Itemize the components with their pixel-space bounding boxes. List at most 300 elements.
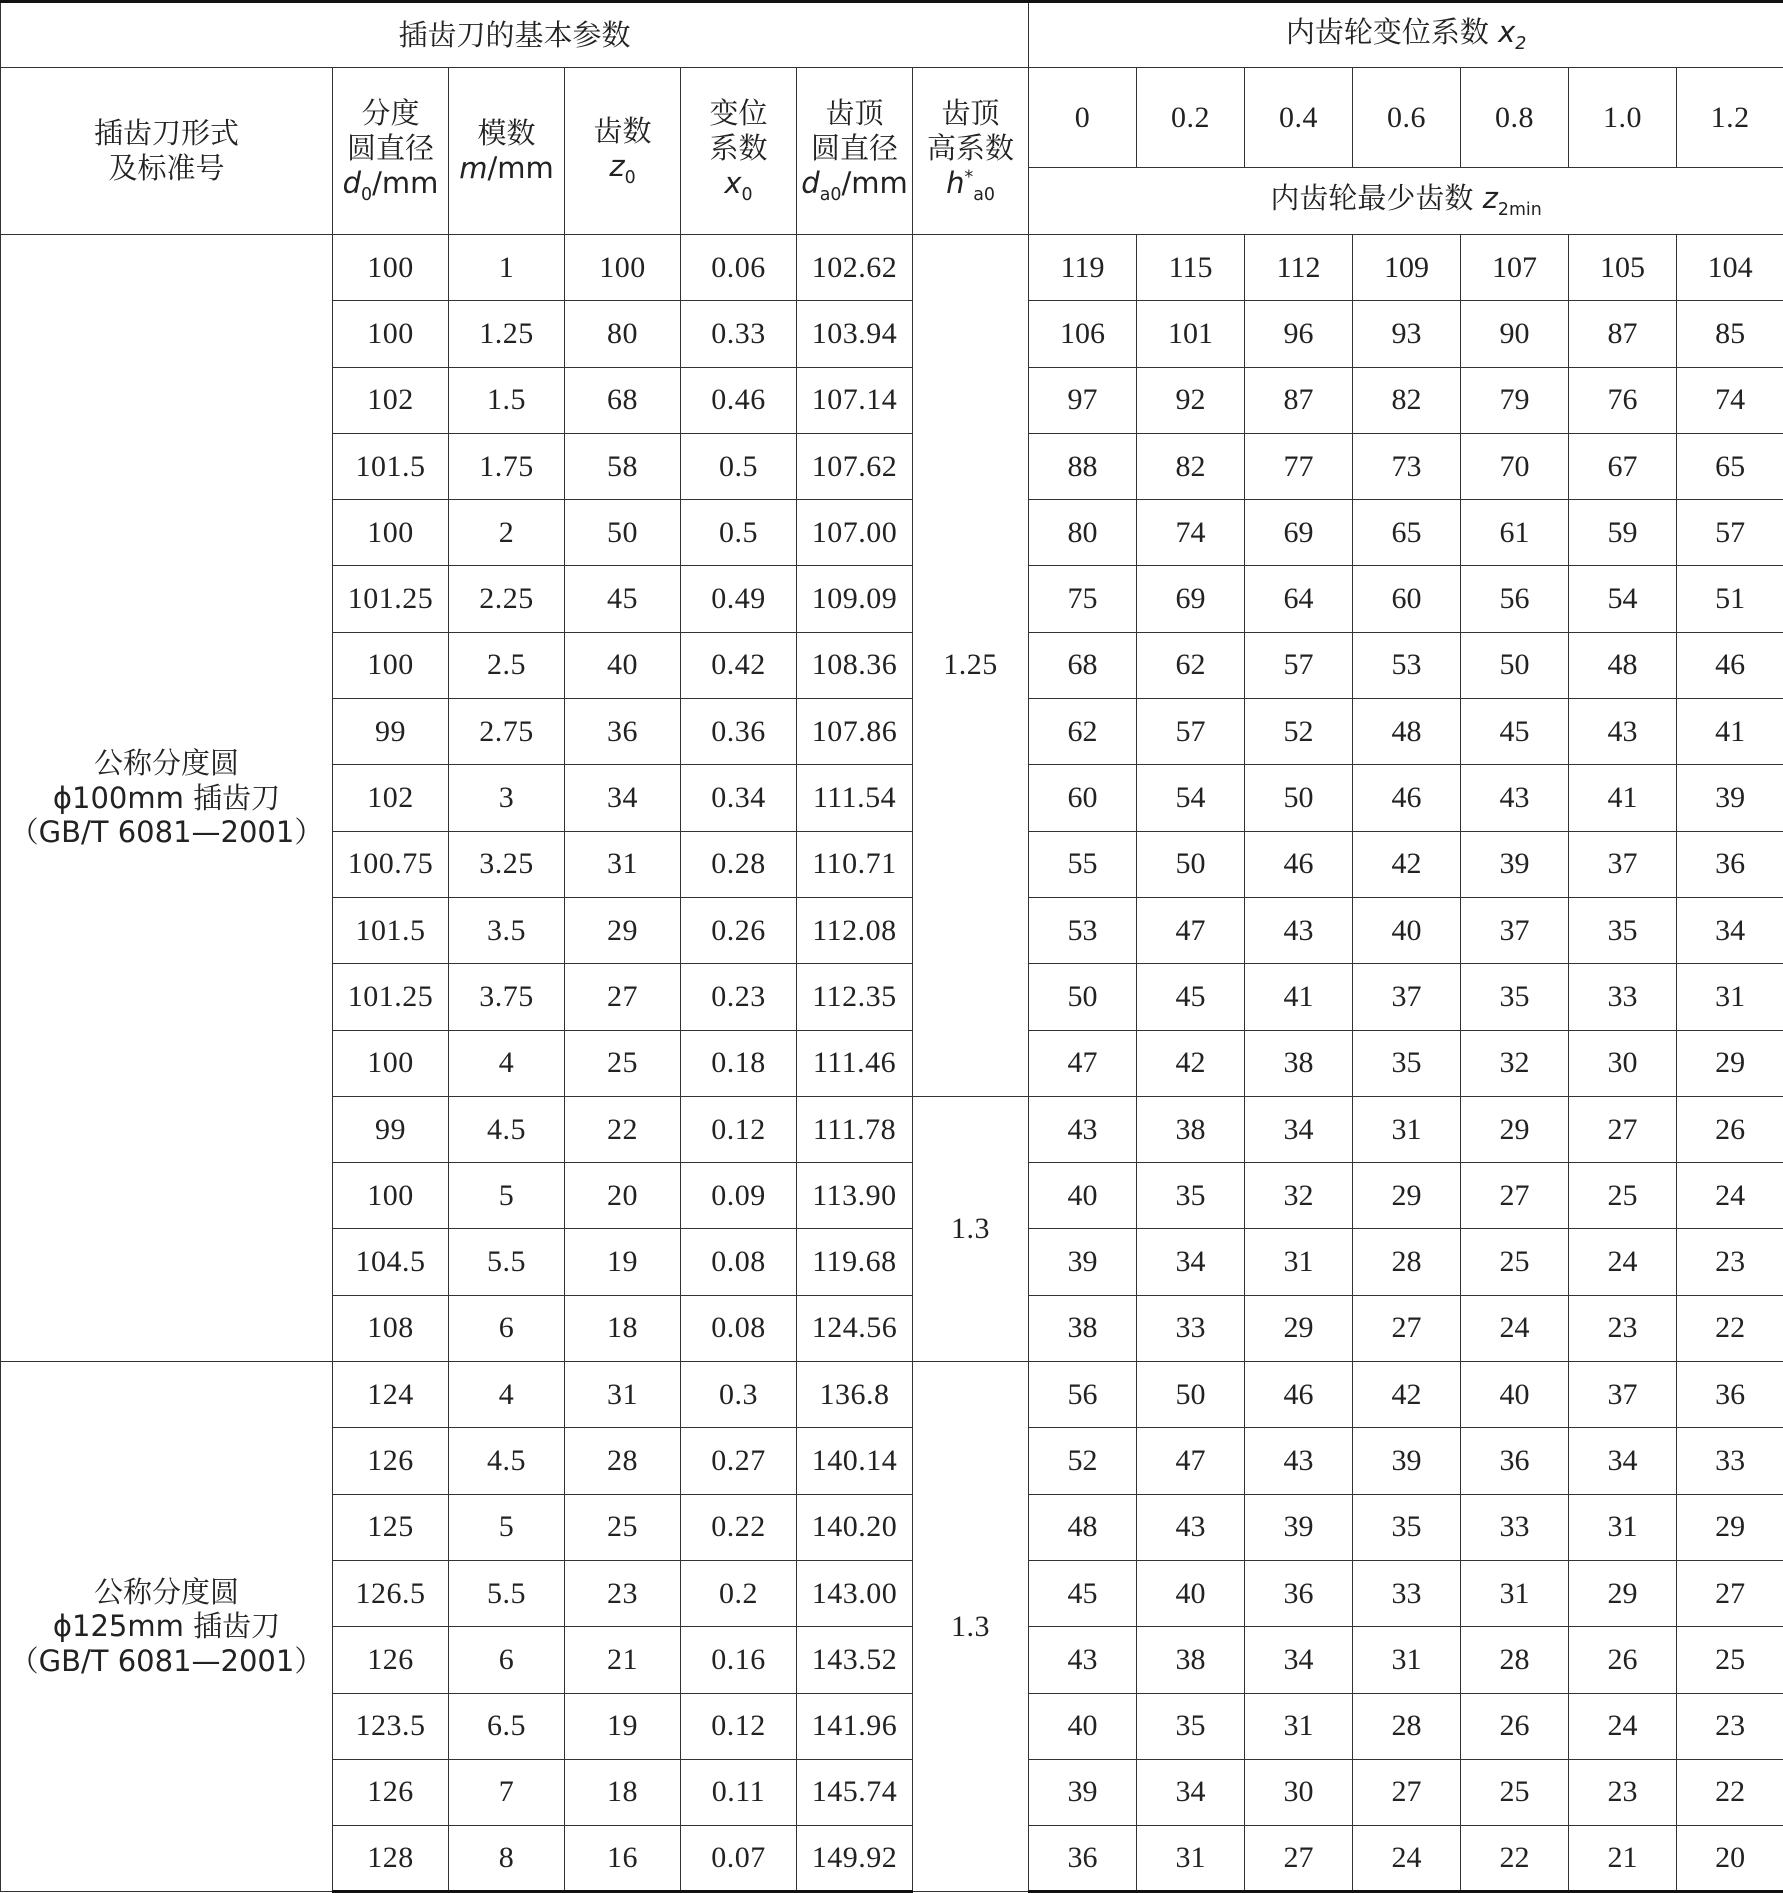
z0-cell: 58 [565, 433, 681, 499]
z2min-cell: 47 [1137, 1428, 1245, 1494]
da0-cell: 145.74 [797, 1759, 913, 1825]
z2min-cell: 39 [1245, 1494, 1353, 1560]
z2min-cell: 119 [1029, 235, 1137, 301]
z2min-cell: 38 [1137, 1627, 1245, 1693]
z2min-cell: 46 [1677, 632, 1783, 698]
z0-cell: 18 [565, 1759, 681, 1825]
z2min-cell: 36 [1461, 1428, 1569, 1494]
x0-cell: 0.09 [681, 1163, 797, 1229]
da0-cell: 111.54 [797, 765, 913, 831]
z2min-cell: 45 [1029, 1560, 1137, 1626]
z0-cell: 36 [565, 699, 681, 765]
z2min-cell: 42 [1353, 831, 1461, 897]
z2min-cell: 53 [1353, 632, 1461, 698]
z0-cell: 27 [565, 964, 681, 1030]
x0-cell: 0.33 [681, 301, 797, 367]
module-cell: 1.25 [449, 301, 565, 367]
z2min-cell: 33 [1677, 1428, 1783, 1494]
z2min-cell: 31 [1245, 1693, 1353, 1759]
z2min-cell: 26 [1569, 1627, 1677, 1693]
z2min-cell: 80 [1029, 500, 1137, 566]
x0-cell: 0.28 [681, 831, 797, 897]
z2min-cell: 82 [1137, 433, 1245, 499]
z2min-cell: 25 [1677, 1627, 1783, 1693]
da0-header: 齿顶 圆直径 $d_{a0}/mm$ [797, 68, 913, 235]
module-cell: 1.5 [449, 367, 565, 433]
z0-cell: 23 [565, 1560, 681, 1626]
z2min-cell: 60 [1029, 765, 1137, 831]
module-cell: 2.25 [449, 566, 565, 632]
z2min-cell: 87 [1245, 367, 1353, 433]
z2min-cell: 25 [1569, 1163, 1677, 1229]
z2min-cell: 104 [1677, 235, 1783, 301]
z2min-cell: 26 [1677, 1096, 1783, 1162]
d0-cell: 101.25 [333, 566, 449, 632]
module-cell: 6 [449, 1295, 565, 1361]
module-cell: 3.5 [449, 897, 565, 963]
z2min-cell: 65 [1353, 500, 1461, 566]
z2min-cell: 28 [1353, 1229, 1461, 1295]
module-cell: 6 [449, 1627, 565, 1693]
z2min-cell: 48 [1353, 699, 1461, 765]
z2min-cell: 59 [1569, 500, 1677, 566]
x0-cell: 0.12 [681, 1693, 797, 1759]
cutter-type-header: 插齿刀形式 及标准号 [1, 68, 333, 235]
z0-cell: 19 [565, 1693, 681, 1759]
d0-cell: 100 [333, 1163, 449, 1229]
x2-value-1: 0.2 [1137, 68, 1245, 168]
z2min-cell: 27 [1677, 1560, 1783, 1626]
da0-cell: 140.20 [797, 1494, 913, 1560]
z2min-cell: 27 [1461, 1163, 1569, 1229]
z2min-cell: 31 [1677, 964, 1783, 1030]
d0-cell: 101.5 [333, 897, 449, 963]
x0-cell: 0.34 [681, 765, 797, 831]
header-row-columns [1, 68, 1783, 168]
z2min-cell: 47 [1029, 1030, 1137, 1096]
module-header: 模数 m/mm [449, 68, 565, 235]
z2min-cell: 31 [1245, 1229, 1353, 1295]
d0-cell: 101.5 [333, 433, 449, 499]
z2min-cell: 36 [1245, 1560, 1353, 1626]
z2min-cell: 37 [1569, 1362, 1677, 1428]
d0-header: 分度 圆直径 $d_0/mm$ [333, 68, 449, 235]
z0-cell: 20 [565, 1163, 681, 1229]
d0-cell: 102 [333, 367, 449, 433]
d0-cell: 99 [333, 699, 449, 765]
ha0-header: 齿顶 高系数 $h^*_{a0}$ [913, 68, 1029, 235]
module-cell: 2 [449, 500, 565, 566]
x0-cell: 0.16 [681, 1627, 797, 1693]
z2min-cell: 45 [1137, 964, 1245, 1030]
x0-cell: 0.18 [681, 1030, 797, 1096]
z2min-cell: 97 [1029, 367, 1137, 433]
module-cell: 4 [449, 1030, 565, 1096]
z2min-cell: 79 [1461, 367, 1569, 433]
x2-symbol: $x_2$ [1498, 15, 1526, 49]
z2min-cell: 62 [1137, 632, 1245, 698]
module-cell: 5.5 [449, 1229, 565, 1295]
x0-cell: 0.06 [681, 235, 797, 301]
z2min-cell: 43 [1029, 1096, 1137, 1162]
x0-cell: 0.26 [681, 897, 797, 963]
z2min-cell: 43 [1137, 1494, 1245, 1560]
x0-cell: 0.46 [681, 367, 797, 433]
z2min-cell: 39 [1353, 1428, 1461, 1494]
z2min-cell: 35 [1461, 964, 1569, 1030]
z2min-cell: 56 [1029, 1362, 1137, 1428]
z2min-cell: 53 [1029, 897, 1137, 963]
z0-cell: 28 [565, 1428, 681, 1494]
z2min-cell: 41 [1245, 964, 1353, 1030]
z2min-cell: 40 [1029, 1163, 1137, 1229]
z2min-cell: 31 [1137, 1826, 1245, 1892]
table-row [1, 1362, 1783, 1428]
z0-cell: 29 [565, 897, 681, 963]
z2min-cell: 76 [1569, 367, 1677, 433]
z2min-cell: 64 [1245, 566, 1353, 632]
z0-cell: 34 [565, 765, 681, 831]
da0-cell: 111.78 [797, 1096, 913, 1162]
z0-cell: 16 [565, 1826, 681, 1892]
z2min-cell: 90 [1461, 301, 1569, 367]
z2min-cell: 47 [1137, 897, 1245, 963]
d0-cell: 100 [333, 301, 449, 367]
z2min-cell: 62 [1029, 699, 1137, 765]
z2min-cell: 85 [1677, 301, 1783, 367]
module-cell: 7 [449, 1759, 565, 1825]
d0-cell: 100 [333, 632, 449, 698]
x2-value-3: 0.6 [1353, 68, 1461, 168]
z2min-cell: 35 [1137, 1163, 1245, 1229]
z0-cell: 31 [565, 831, 681, 897]
x0-cell: 0.49 [681, 566, 797, 632]
da0-cell: 136.8 [797, 1362, 913, 1428]
da0-cell: 113.90 [797, 1163, 913, 1229]
header-row-groups [1, 2, 1783, 68]
z2min-cell: 82 [1353, 367, 1461, 433]
z2min-cell: 24 [1569, 1693, 1677, 1759]
x2-value-4: 0.8 [1461, 68, 1569, 168]
z0-cell: 68 [565, 367, 681, 433]
ha0-cell: 1.3 [913, 1362, 1029, 1892]
d0-cell: 123.5 [333, 1693, 449, 1759]
z0-cell: 100 [565, 235, 681, 301]
x0-cell: 0.12 [681, 1096, 797, 1162]
z2min-cell: 34 [1677, 897, 1783, 963]
da0-cell: 107.62 [797, 433, 913, 499]
d0-cell: 126.5 [333, 1560, 449, 1626]
z2min-cell: 33 [1137, 1295, 1245, 1361]
da0-cell: 149.92 [797, 1826, 913, 1892]
z2min-cell: 35 [1569, 897, 1677, 963]
x0-cell: 0.2 [681, 1560, 797, 1626]
z2min-cell: 52 [1029, 1428, 1137, 1494]
z2min-cell: 27 [1353, 1295, 1461, 1361]
z2min-cell: 22 [1461, 1826, 1569, 1892]
z2min-cell: 87 [1569, 301, 1677, 367]
right-group-header [1029, 2, 1783, 68]
z2min-cell: 69 [1245, 500, 1353, 566]
z2min-cell: 107 [1461, 235, 1569, 301]
z2min-cell: 36 [1677, 1362, 1783, 1428]
z2min-cell: 30 [1569, 1030, 1677, 1096]
ha0-cell: 1.25 [913, 235, 1029, 1097]
z2min-cell: 109 [1353, 235, 1461, 301]
right-group-text: 内齿轮变位系数 [1286, 15, 1489, 49]
z2min-cell: 65 [1677, 433, 1783, 499]
x2-value-6: 1.2 [1677, 68, 1783, 168]
z2min-cell: 43 [1569, 699, 1677, 765]
x2-value-0: 0 [1029, 68, 1137, 168]
z2min-cell: 46 [1245, 831, 1353, 897]
z2min-cell: 34 [1245, 1096, 1353, 1162]
x0-cell: 0.27 [681, 1428, 797, 1494]
z2min-cell: 28 [1461, 1627, 1569, 1693]
z2min-cell: 51 [1677, 566, 1783, 632]
x0-cell: 0.23 [681, 964, 797, 1030]
z2min-cell: 45 [1461, 699, 1569, 765]
z0-cell: 18 [565, 1295, 681, 1361]
d0-cell: 100.75 [333, 831, 449, 897]
z2min-cell: 34 [1137, 1759, 1245, 1825]
module-cell: 5 [449, 1163, 565, 1229]
z2min-cell: 105 [1569, 235, 1677, 301]
z2min-cell: 57 [1137, 699, 1245, 765]
module-cell: 3.25 [449, 831, 565, 897]
z2min-cell: 33 [1461, 1494, 1569, 1560]
z2min-cell: 29 [1677, 1030, 1783, 1096]
z2min-cell: 23 [1677, 1229, 1783, 1295]
z2min-cell: 27 [1245, 1826, 1353, 1892]
d0-cell: 125 [333, 1494, 449, 1560]
z0-cell: 50 [565, 500, 681, 566]
z0-cell: 25 [565, 1030, 681, 1096]
z2min-cell: 54 [1569, 566, 1677, 632]
z2min-cell: 57 [1677, 500, 1783, 566]
d0-cell: 108 [333, 1295, 449, 1361]
da0-cell: 109.09 [797, 566, 913, 632]
z2min-cell: 24 [1353, 1826, 1461, 1892]
d0-cell: 102 [333, 765, 449, 831]
z2min-cell: 56 [1461, 566, 1569, 632]
d0-cell: 100 [333, 1030, 449, 1096]
z2min-cell: 88 [1029, 433, 1137, 499]
z2min-cell: 74 [1137, 500, 1245, 566]
ha0-cell: 1.3 [913, 1096, 1029, 1361]
z2min-cell: 23 [1677, 1693, 1783, 1759]
x2-value-5: 1.0 [1569, 68, 1677, 168]
z2min-cell: 41 [1677, 699, 1783, 765]
da0-cell: 107.14 [797, 367, 913, 433]
z2min-cell: 29 [1245, 1295, 1353, 1361]
d0-cell: 100 [333, 500, 449, 566]
z2min-cell: 33 [1569, 964, 1677, 1030]
z2min-cell: 50 [1137, 1362, 1245, 1428]
z2min-cell: 30 [1245, 1759, 1353, 1825]
z2min-cell: 42 [1353, 1362, 1461, 1428]
x0-cell: 0.3 [681, 1362, 797, 1428]
z2min-cell: 43 [1029, 1627, 1137, 1693]
z2min-cell: 106 [1029, 301, 1137, 367]
z2min-cell: 31 [1353, 1627, 1461, 1693]
module-cell: 2.5 [449, 632, 565, 698]
z0-cell: 45 [565, 566, 681, 632]
z2min-cell: 101 [1137, 301, 1245, 367]
z2min-cell: 43 [1245, 1428, 1353, 1494]
x2-value-2: 0.4 [1245, 68, 1353, 168]
d0-cell: 101.25 [333, 964, 449, 1030]
da0-cell: 141.96 [797, 1693, 913, 1759]
x0-cell: 0.5 [681, 433, 797, 499]
z2min-cell: 46 [1245, 1362, 1353, 1428]
z2min-cell: 35 [1137, 1693, 1245, 1759]
z2min-cell: 35 [1353, 1494, 1461, 1560]
z2min-cell: 39 [1677, 765, 1783, 831]
z2min-cell: 43 [1461, 765, 1569, 831]
z2min-cell: 23 [1569, 1759, 1677, 1825]
z2min-cell: 50 [1137, 831, 1245, 897]
da0-cell: 103.94 [797, 301, 913, 367]
da0-cell: 143.52 [797, 1627, 913, 1693]
z2min-cell: 31 [1353, 1096, 1461, 1162]
z2min-cell: 46 [1353, 765, 1461, 831]
z0-cell: 22 [565, 1096, 681, 1162]
d0-cell: 99 [333, 1096, 449, 1162]
z2min-cell: 74 [1677, 367, 1783, 433]
d0-cell: 126 [333, 1627, 449, 1693]
z2min-cell: 38 [1029, 1295, 1137, 1361]
da0-cell: 140.14 [797, 1428, 913, 1494]
z2min-cell: 41 [1569, 765, 1677, 831]
z2min-cell: 77 [1245, 433, 1353, 499]
z2min-cell: 24 [1569, 1229, 1677, 1295]
module-cell: 5 [449, 1494, 565, 1560]
z2min-cell: 73 [1353, 433, 1461, 499]
zmin-header: 内齿轮最少齿数 $z_{2min}$ [1029, 168, 1783, 235]
da0-cell: 107.00 [797, 500, 913, 566]
z2min-cell: 54 [1137, 765, 1245, 831]
z2min-cell: 67 [1569, 433, 1677, 499]
table-row [1, 235, 1783, 301]
z2min-cell: 34 [1137, 1229, 1245, 1295]
z2min-cell: 37 [1461, 897, 1569, 963]
z2min-cell: 29 [1677, 1494, 1783, 1560]
z2min-cell: 34 [1569, 1428, 1677, 1494]
module-cell: 2.75 [449, 699, 565, 765]
da0-cell: 108.36 [797, 632, 913, 698]
z0-cell: 21 [565, 1627, 681, 1693]
z2min-cell: 115 [1137, 235, 1245, 301]
da0-cell: 102.62 [797, 235, 913, 301]
z2min-cell: 42 [1137, 1030, 1245, 1096]
z2min-cell: 40 [1029, 1693, 1137, 1759]
module-cell: 8 [449, 1826, 565, 1892]
z2min-cell: 52 [1245, 699, 1353, 765]
z2min-cell: 22 [1677, 1295, 1783, 1361]
da0-cell: 110.71 [797, 831, 913, 897]
z2min-cell: 93 [1353, 301, 1461, 367]
x0-cell: 0.22 [681, 1494, 797, 1560]
z2min-cell: 55 [1029, 831, 1137, 897]
module-cell: 3.75 [449, 964, 565, 1030]
z2min-cell: 50 [1029, 964, 1137, 1030]
z2min-cell: 27 [1569, 1096, 1677, 1162]
da0-cell: 111.46 [797, 1030, 913, 1096]
z2min-cell: 37 [1569, 831, 1677, 897]
module-cell: 3 [449, 765, 565, 831]
z2min-cell: 29 [1353, 1163, 1461, 1229]
z2min-cell: 57 [1245, 632, 1353, 698]
d0-cell: 126 [333, 1759, 449, 1825]
z2min-cell: 48 [1569, 632, 1677, 698]
d0-cell: 128 [333, 1826, 449, 1892]
cutter-type-label: 公称分度圆 ϕ125mm 插齿刀 （GB/T 6081—2001） [1, 1362, 333, 1892]
left-group-header: 插齿刀的基本参数 [1, 2, 1029, 68]
z2min-cell: 27 [1353, 1759, 1461, 1825]
da0-cell: 107.86 [797, 699, 913, 765]
z2min-cell: 40 [1137, 1560, 1245, 1626]
module-cell: 4.5 [449, 1096, 565, 1162]
module-cell: 1 [449, 235, 565, 301]
z2min-cell: 22 [1677, 1759, 1783, 1825]
z0-cell: 80 [565, 301, 681, 367]
d0-cell: 124 [333, 1362, 449, 1428]
z2min-cell: 34 [1245, 1627, 1353, 1693]
z2min-cell: 96 [1245, 301, 1353, 367]
x0-cell: 0.08 [681, 1295, 797, 1361]
z2min-cell: 21 [1569, 1826, 1677, 1892]
d0-cell: 126 [333, 1428, 449, 1494]
z2min-cell: 28 [1353, 1693, 1461, 1759]
z2min-cell: 36 [1029, 1826, 1137, 1892]
z2min-cell: 39 [1461, 831, 1569, 897]
z2min-cell: 60 [1353, 566, 1461, 632]
z2min-cell: 20 [1677, 1826, 1783, 1892]
x0-cell: 0.07 [681, 1826, 797, 1892]
z2min-cell: 48 [1029, 1494, 1137, 1560]
x0-cell: 0.11 [681, 1759, 797, 1825]
z2min-cell: 24 [1677, 1163, 1783, 1229]
cutter-type-label: 公称分度圆 ϕ100mm 插齿刀 （GB/T 6081—2001） [1, 235, 333, 1362]
z2min-cell: 23 [1569, 1295, 1677, 1361]
z2min-cell: 50 [1245, 765, 1353, 831]
z2min-cell: 36 [1677, 831, 1783, 897]
z2min-cell: 92 [1137, 367, 1245, 433]
z2min-cell: 39 [1029, 1759, 1137, 1825]
z2min-cell: 25 [1461, 1759, 1569, 1825]
da0-cell: 112.08 [797, 897, 913, 963]
da0-cell: 143.00 [797, 1560, 913, 1626]
module-cell: 4.5 [449, 1428, 565, 1494]
module-cell: 6.5 [449, 1693, 565, 1759]
z2min-cell: 24 [1461, 1295, 1569, 1361]
z2min-cell: 69 [1137, 566, 1245, 632]
module-cell: 1.75 [449, 433, 565, 499]
z2min-cell: 43 [1245, 897, 1353, 963]
z0-header: 齿数 $z_0$ [565, 68, 681, 235]
module-cell: 4 [449, 1362, 565, 1428]
z2min-cell: 39 [1029, 1229, 1137, 1295]
z2min-cell: 33 [1353, 1560, 1461, 1626]
z0-cell: 19 [565, 1229, 681, 1295]
z2min-cell: 50 [1461, 632, 1569, 698]
z2min-cell: 29 [1569, 1560, 1677, 1626]
x0-header: 变位 系数 $x_0$ [681, 68, 797, 235]
x0-cell: 0.42 [681, 632, 797, 698]
d0-cell: 100 [333, 235, 449, 301]
z2min-cell: 35 [1353, 1030, 1461, 1096]
